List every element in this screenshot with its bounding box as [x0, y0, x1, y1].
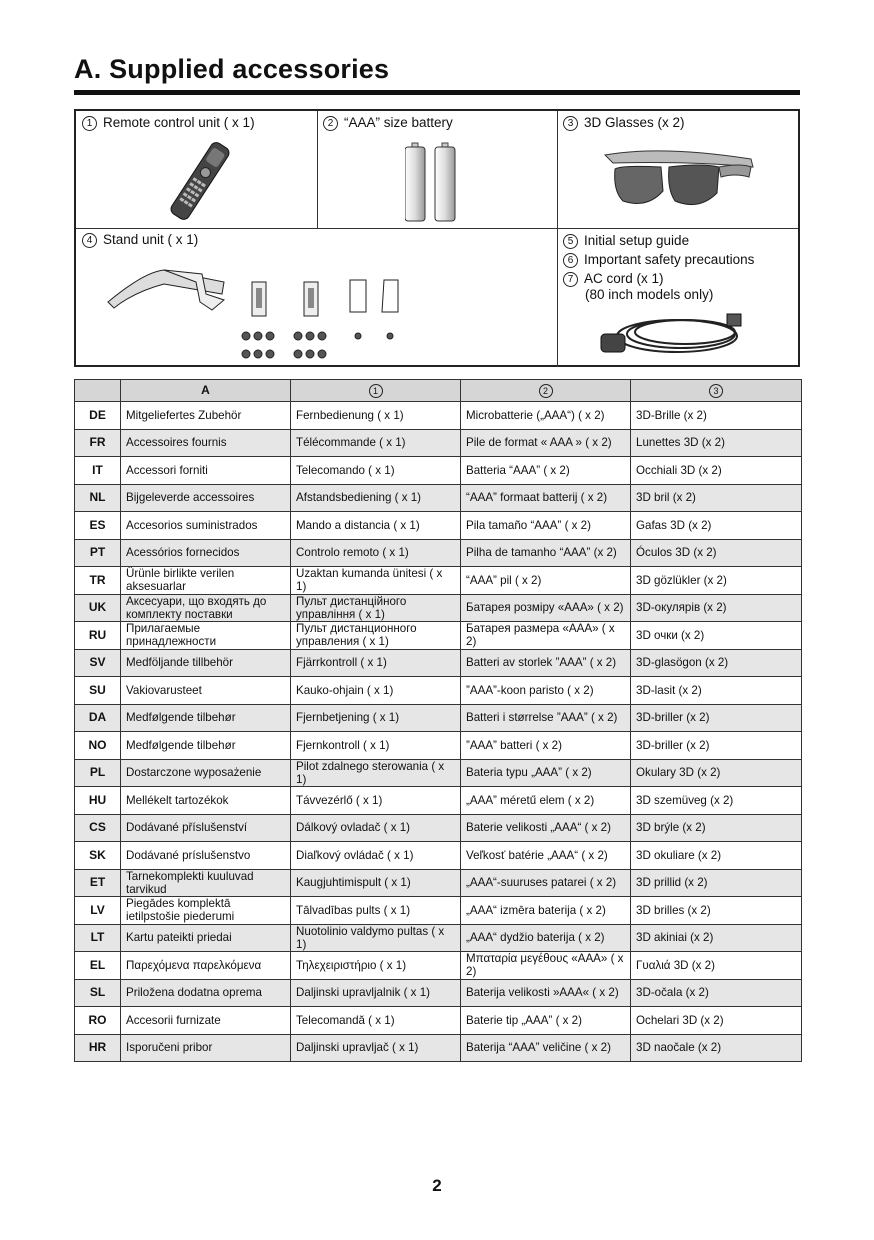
table-cell: Baterie velikosti „AAA“ ( x 2) — [461, 814, 631, 842]
item-number: 3 — [563, 116, 578, 131]
table-row — [75, 732, 802, 760]
table-cell: Пульт дистанційного управління ( x 1) — [291, 594, 461, 622]
table-cell: ”AAA”-koon paristo ( x 2) — [461, 677, 631, 705]
table-cell: Tālvadības pults ( x 1) — [291, 897, 461, 925]
table-cell: Dálkový ovladač ( x 1) — [291, 814, 461, 842]
table-cell: Dodávané příslušenství — [121, 814, 291, 842]
language-code: SV — [75, 649, 121, 677]
header-cell: 2 — [461, 380, 631, 402]
battery-icon — [405, 139, 475, 225]
table-row — [75, 649, 802, 677]
table-cell: 3D очки (x 2) — [631, 622, 802, 650]
table-row — [75, 457, 802, 485]
table-cell: Diaľkový ovládač ( x 1) — [291, 842, 461, 870]
table-cell: Priložena dodatna oprema — [121, 979, 291, 1007]
table-cell: Прилагаемые принадлежности — [121, 622, 291, 650]
table-row — [75, 484, 802, 512]
table-cell: 3D-očala (x 2) — [631, 979, 802, 1007]
table-cell: Controlo remoto ( x 1) — [291, 539, 461, 567]
table-cell: Ochelari 3D (x 2) — [631, 1007, 802, 1035]
table-cell: Pila tamaño “AAA” ( x 2) — [461, 512, 631, 540]
language-code: NL — [75, 484, 121, 512]
page-number: 2 — [432, 1176, 442, 1195]
table-cell: Accessoires fournis — [121, 429, 291, 457]
table-cell: Bateria typu „AAA” ( x 2) — [461, 759, 631, 787]
table-cell: Isporučeni pribor — [121, 1034, 291, 1062]
stand-cell — [76, 228, 557, 367]
item-number: 1 — [82, 116, 97, 131]
table-cell: 3D brýle (x 2) — [631, 814, 802, 842]
table-cell: Medfølgende tilbehør — [121, 704, 291, 732]
table-cell: Dodávané príslušenstvo — [121, 842, 291, 870]
table-row — [75, 869, 802, 897]
table-cell: Ürünle birlikte verilen aksesuarlar — [121, 567, 291, 595]
table-cell: Lunettes 3D (x 2) — [631, 429, 802, 457]
table-cell: Batteri av storlek ”AAA” ( x 2) — [461, 649, 631, 677]
language-code: HU — [75, 787, 121, 815]
language-code: PT — [75, 539, 121, 567]
table-row — [75, 429, 802, 457]
table-row — [75, 1007, 802, 1035]
table-header-row — [75, 380, 802, 402]
table-body — [75, 402, 802, 1062]
table-cell: Аксесуари, що входять до комплекту поставки — [121, 594, 291, 622]
translation-table — [74, 379, 802, 1062]
table-cell: 3D-glasögon (x 2) — [631, 649, 802, 677]
table-cell: 3D-Brille (x 2) — [631, 402, 802, 430]
language-code: LT — [75, 924, 121, 952]
table-cell: Accesorii furnizate — [121, 1007, 291, 1035]
language-code: ES — [75, 512, 121, 540]
table-cell: Accessori forniti — [121, 457, 291, 485]
table-cell: Télécommande ( x 1) — [291, 429, 461, 457]
language-code: DE — [75, 402, 121, 430]
stand-label: Stand unit ( x 1) — [103, 232, 199, 247]
table-cell: Veľkosť batérie „AAA“ ( x 2) — [461, 842, 631, 870]
battery-cell — [317, 111, 557, 228]
header-cell: 3 — [631, 380, 802, 402]
table-row — [75, 759, 802, 787]
table-cell: Occhiali 3D (x 2) — [631, 457, 802, 485]
table-row — [75, 704, 802, 732]
table-row — [75, 979, 802, 1007]
table-cell: Óculos 3D (x 2) — [631, 539, 802, 567]
title-rule — [74, 90, 800, 95]
table-cell: Batteri i størrelse ”AAA” ( x 2) — [461, 704, 631, 732]
table-cell: Telecomandă ( x 1) — [291, 1007, 461, 1035]
language-code: SL — [75, 979, 121, 1007]
table-cell: Pilot zdalnego sterowania ( x 1) — [291, 759, 461, 787]
table-row — [75, 1034, 802, 1062]
table-cell: Medföljande tillbehör — [121, 649, 291, 677]
3d-glasses-icon — [601, 147, 761, 222]
language-code: FR — [75, 429, 121, 457]
table-cell: Pilha de tamanho “AAA” (x 2) — [461, 539, 631, 567]
table-cell: Tarnekomplekti kuuluvad tarvikud — [121, 869, 291, 897]
table-cell: 3D brilles (x 2) — [631, 897, 802, 925]
table-cell: Пульт дистанционного управления ( x 1) — [291, 622, 461, 650]
table-cell: Afstandsbediening ( x 1) — [291, 484, 461, 512]
language-code: PL — [75, 759, 121, 787]
glasses-label: 3D Glasses (x 2) — [584, 115, 685, 130]
language-code: RO — [75, 1007, 121, 1035]
table-cell: Γυαλιά 3D (x 2) — [631, 952, 802, 980]
table-cell: Microbatterie („AAA“) ( x 2) — [461, 402, 631, 430]
table-cell: 3D akiniai (x 2) — [631, 924, 802, 952]
accessories-box — [74, 109, 800, 367]
table-cell: „AAA“-suuruses patarei ( x 2) — [461, 869, 631, 897]
glasses-cell — [557, 111, 798, 228]
table-cell: Τηλεχειριστήριο ( x 1) — [291, 952, 461, 980]
table-cell: Παρεχόμενα παρελκόμενα — [121, 952, 291, 980]
table-cell: Батарея розміру «AAA» ( x 2) — [461, 594, 631, 622]
table-cell: Pile de format « AAA » ( x 2) — [461, 429, 631, 457]
table-row — [75, 402, 802, 430]
table-cell: Bijgeleverde accessoires — [121, 484, 291, 512]
table-row — [75, 512, 802, 540]
table-cell: Kauko-ohjain ( x 1) — [291, 677, 461, 705]
table-cell: „AAA” méretű elem ( x 2) — [461, 787, 631, 815]
table-cell: Baterie tip „AAA” ( x 2) — [461, 1007, 631, 1035]
table-cell: 3D szemüveg (x 2) — [631, 787, 802, 815]
remote-control-icon — [160, 141, 240, 221]
language-code: IT — [75, 457, 121, 485]
table-cell: 3D-briller (x 2) — [631, 704, 802, 732]
ac-cord-icon — [597, 308, 747, 363]
language-code: NO — [75, 732, 121, 760]
item-number: 7 — [563, 272, 578, 287]
language-code: UK — [75, 594, 121, 622]
table-row — [75, 539, 802, 567]
language-code: SK — [75, 842, 121, 870]
language-code: EL — [75, 952, 121, 980]
table-cell: 3D-lasit (x 2) — [631, 677, 802, 705]
table-cell: Vakiovarusteet — [121, 677, 291, 705]
cord-note: (80 inch models only) — [585, 287, 714, 302]
table-cell: Baterija velikosti »AAA« ( x 2) — [461, 979, 631, 1007]
language-code: RU — [75, 622, 121, 650]
table-cell: 3D prillid (x 2) — [631, 869, 802, 897]
item-number: 5 — [563, 234, 578, 249]
table-cell: Nuotolinio valdymo pultas ( x 1) — [291, 924, 461, 952]
table-row — [75, 897, 802, 925]
table-cell: 3D gözlükler (x 2) — [631, 567, 802, 595]
table-cell: 3D-briller (x 2) — [631, 732, 802, 760]
language-code: ET — [75, 869, 121, 897]
battery-label: “AAA” size battery — [344, 115, 453, 130]
table-cell: Mando a distancia ( x 1) — [291, 512, 461, 540]
table-row — [75, 842, 802, 870]
table-cell: Acessórios fornecidos — [121, 539, 291, 567]
header-cell: A — [121, 380, 291, 402]
cord-label: AC cord (x 1) — [584, 271, 664, 286]
table-cell: Batteria “AAA” ( x 2) — [461, 457, 631, 485]
table-cell: ”AAA” batteri ( x 2) — [461, 732, 631, 760]
table-cell: 3D okuliare (x 2) — [631, 842, 802, 870]
table-cell: Uzaktan kumanda ünitesi ( x 1) — [291, 567, 461, 595]
table-cell: Kartu pateikti priedai — [121, 924, 291, 952]
table-row — [75, 622, 802, 650]
language-code: CS — [75, 814, 121, 842]
language-code: DA — [75, 704, 121, 732]
table-row — [75, 814, 802, 842]
stand-unit-icon — [104, 252, 434, 362]
table-cell: Távvezérlő ( x 1) — [291, 787, 461, 815]
table-cell: Mitgeliefertes Zubehör — [121, 402, 291, 430]
language-code: TR — [75, 567, 121, 595]
table-row — [75, 677, 802, 705]
table-row — [75, 924, 802, 952]
table-cell: Gafas 3D (x 2) — [631, 512, 802, 540]
safety-label: Important safety precautions — [584, 252, 755, 267]
item-number: 6 — [563, 253, 578, 268]
table-row — [75, 567, 802, 595]
header-cell — [75, 380, 121, 402]
table-row — [75, 594, 802, 622]
language-code: HR — [75, 1034, 121, 1062]
table-cell: Accesorios suministrados — [121, 512, 291, 540]
table-cell: Батарея размера «AAA» ( x 2) — [461, 622, 631, 650]
table-cell: Fernbedienung ( x 1) — [291, 402, 461, 430]
language-code: SU — [75, 677, 121, 705]
table-cell: Medfølgende tilbehør — [121, 732, 291, 760]
remote-label: Remote control unit ( x 1) — [103, 115, 255, 130]
table-cell: Okulary 3D (x 2) — [631, 759, 802, 787]
table-cell: Piegādes komplektā ietilpstošie piederumi — [121, 897, 291, 925]
table-cell: „AAA“ izmēra baterija ( x 2) — [461, 897, 631, 925]
table-cell: Fjernbetjening ( x 1) — [291, 704, 461, 732]
page-title: A. Supplied accessories — [74, 54, 390, 84]
table-cell: Fjärrkontroll ( x 1) — [291, 649, 461, 677]
table-cell: „AAA“ dydžio baterija ( x 2) — [461, 924, 631, 952]
table-cell: Mellékelt tartozékok — [121, 787, 291, 815]
table-cell: Dostarczone wyposażenie — [121, 759, 291, 787]
table-cell: Μπαταρία μεγέθους «AAA» ( x 2) — [461, 952, 631, 980]
table-cell: “AAA” formaat batterij ( x 2) — [461, 484, 631, 512]
documents-cell — [557, 228, 798, 367]
table-row — [75, 787, 802, 815]
header-cell: 1 — [291, 380, 461, 402]
table-cell: Daljinski upravljač ( x 1) — [291, 1034, 461, 1062]
guide-label: Initial setup guide — [584, 233, 690, 248]
item-number: 2 — [323, 116, 338, 131]
language-code: LV — [75, 897, 121, 925]
table-cell: “AAA” pil ( x 2) — [461, 567, 631, 595]
table-cell: 3D-окулярів (x 2) — [631, 594, 802, 622]
table-cell: Daljinski upravljalnik ( x 1) — [291, 979, 461, 1007]
table-cell: Baterija “AAA” veličine ( x 2) — [461, 1034, 631, 1062]
table-cell: Telecomando ( x 1) — [291, 457, 461, 485]
table-cell: Kaugjuhtimispult ( x 1) — [291, 869, 461, 897]
remote-cell — [76, 111, 317, 228]
table-cell: Fjernkontroll ( x 1) — [291, 732, 461, 760]
table-cell: 3D naočale (x 2) — [631, 1034, 802, 1062]
table-row — [75, 952, 802, 980]
table-cell: 3D bril (x 2) — [631, 484, 802, 512]
item-number: 4 — [82, 233, 97, 248]
